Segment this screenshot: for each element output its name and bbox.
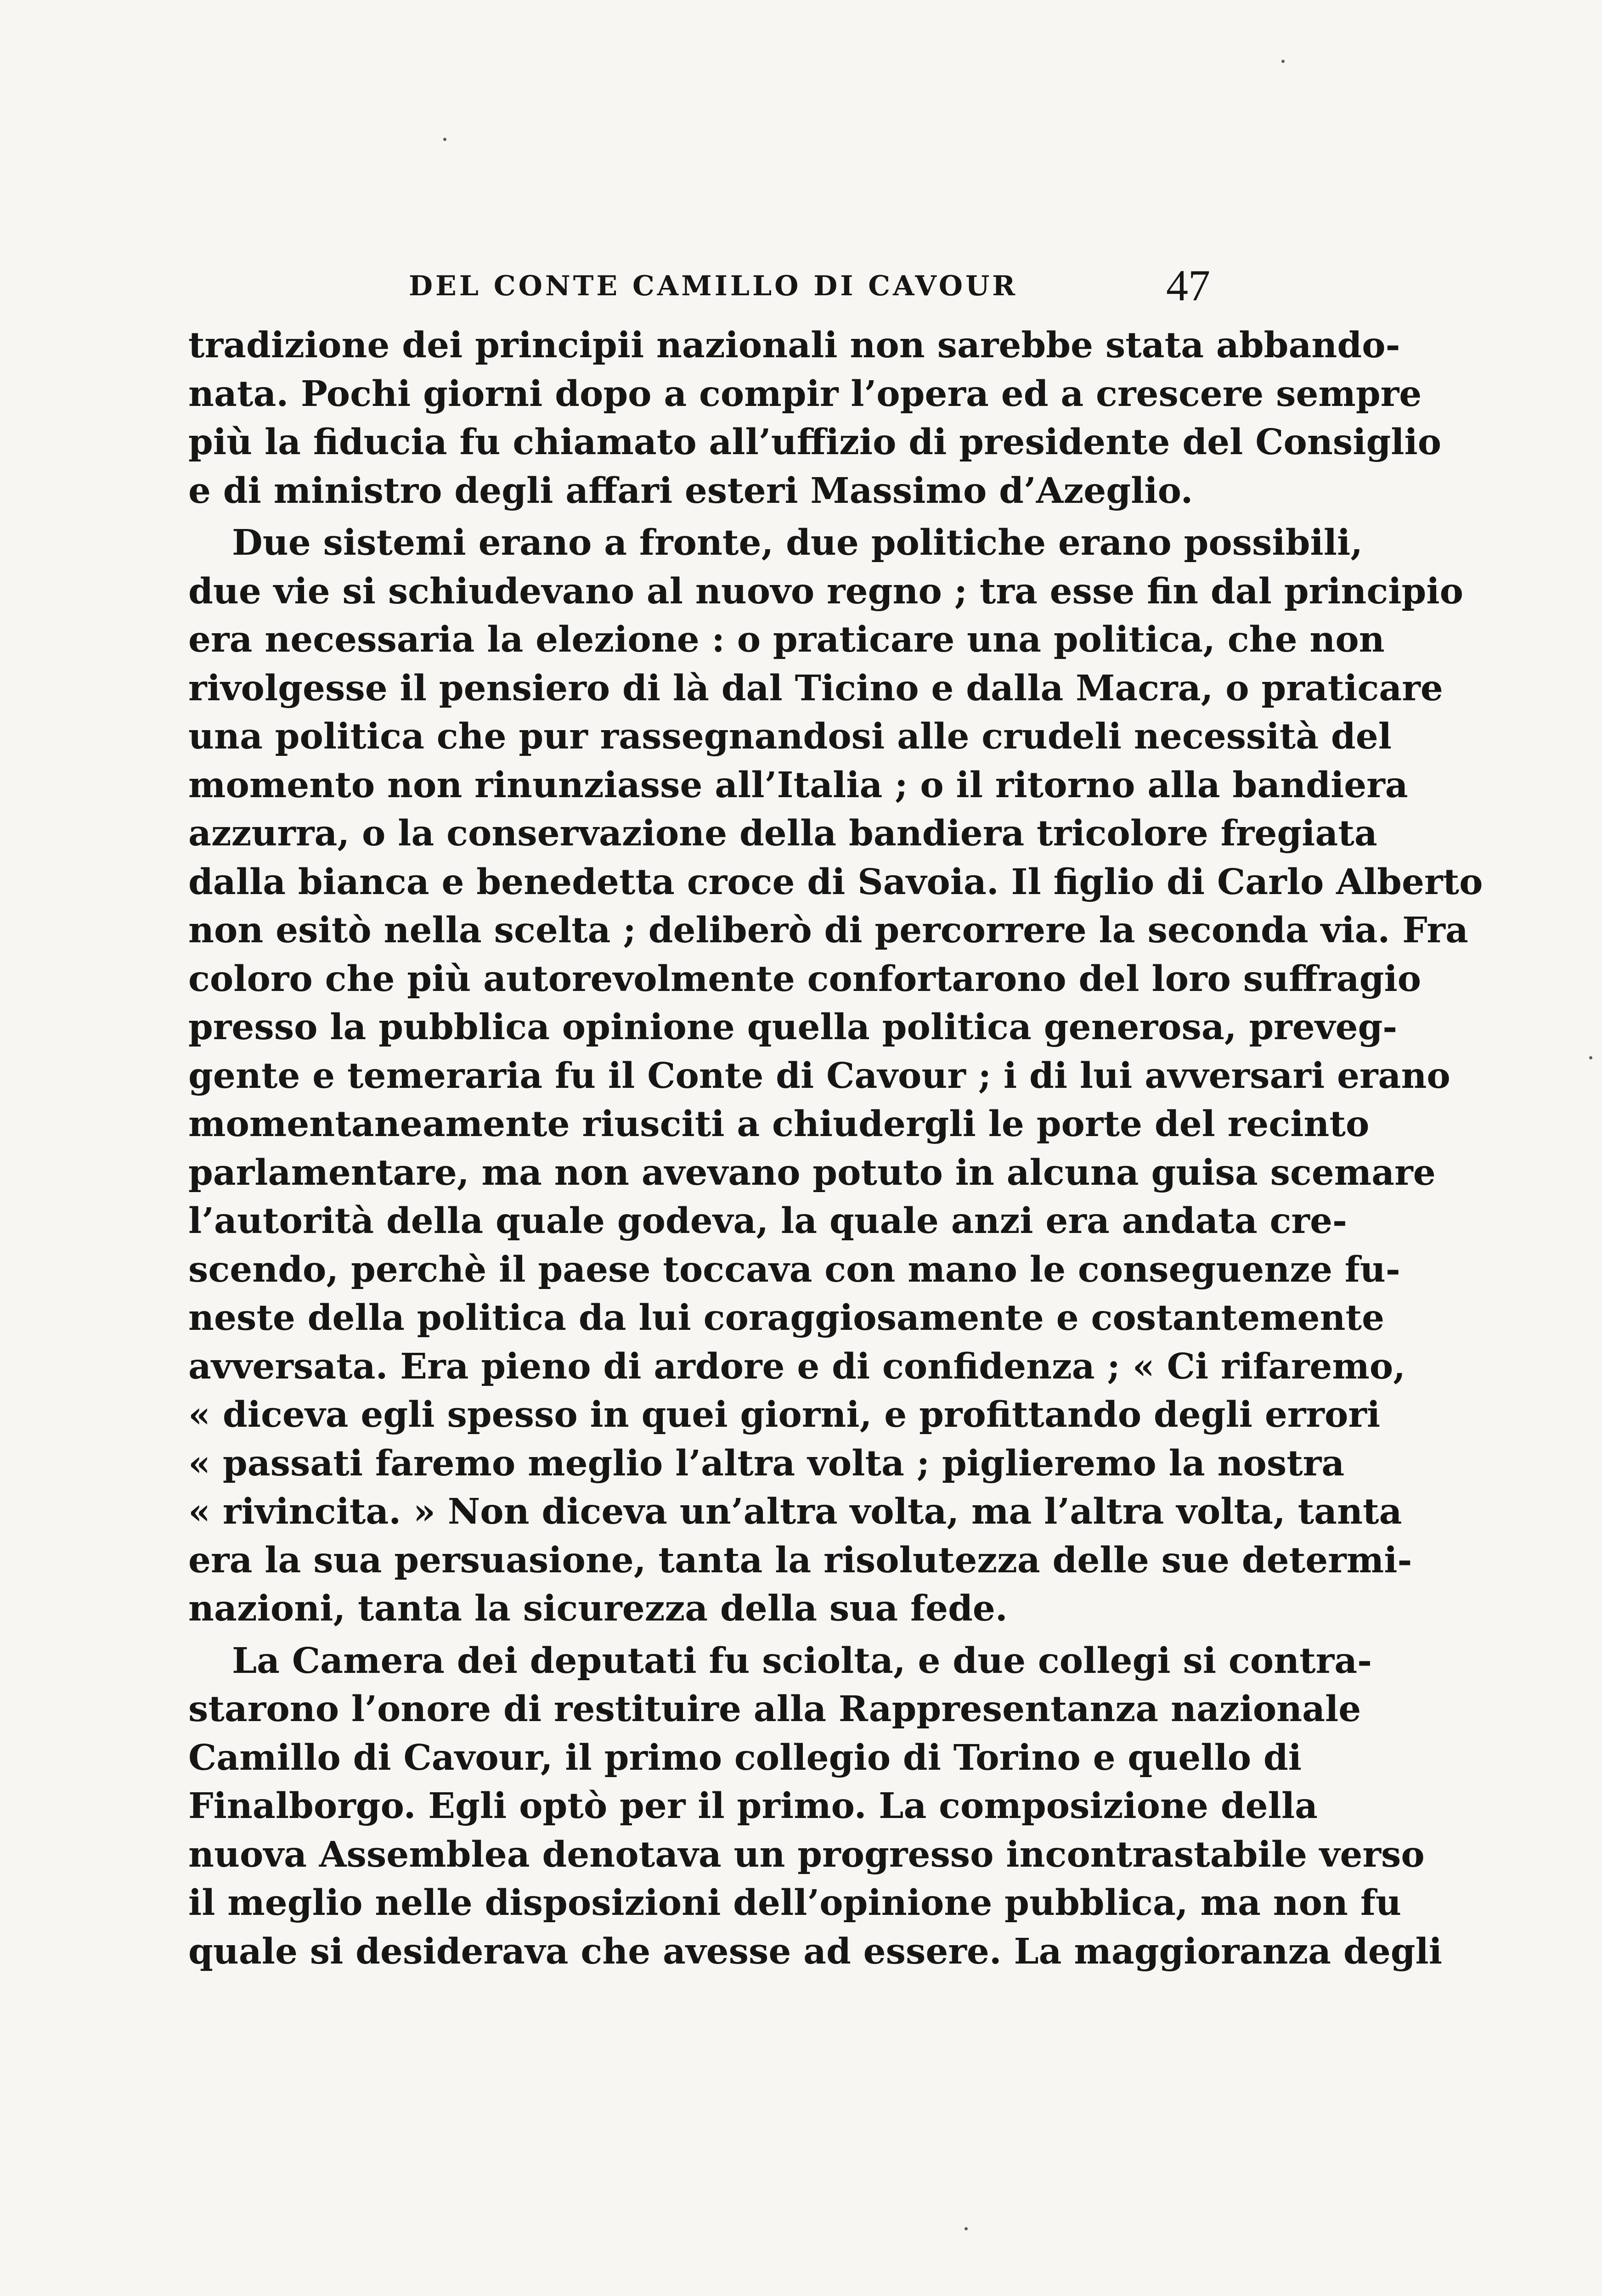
page-number: 47 xyxy=(1166,261,1210,310)
text-line: più la fiducia fu chiamato all’uffizio di presidente del Consiglio xyxy=(188,422,1442,463)
text-line: momento non rinunziasse all’Italia ; o il ritorno alla bandiera xyxy=(188,764,1408,806)
text-line: momentaneamente riusciti a chiudergli le porte del recinto xyxy=(188,1103,1370,1145)
running-head xyxy=(188,260,1210,310)
text-line: il meglio nelle disposizioni dell’opinione pubblica, ma non fu xyxy=(188,1882,1401,1924)
text-line: due vie si schiudevano al nuovo regno ; tra esse fin dal principio xyxy=(188,570,1463,612)
text-line: starono l’onore di restituire alla Rappresentanza nazionale xyxy=(188,1688,1361,1730)
text-line: Due sistemi erano a fronte, due politiche erano possibili, xyxy=(232,522,1363,563)
scan-speck xyxy=(1281,60,1285,63)
text-line: La Camera dei deputati fu sciolta, e due collegi si contra- xyxy=(232,1640,1372,1682)
text-line: non esitò nella scelta ; deliberò di percorrere la seconda via. Fra xyxy=(188,910,1468,951)
text-line: neste della politica da lui coraggiosamente e costantemente xyxy=(188,1297,1385,1339)
body-text xyxy=(188,321,1483,1976)
text-line: dalla bianca e benedetta croce di Savoia. Il figlio di Carlo Alberto xyxy=(188,861,1483,903)
text-line: nata. Pochi giorni dopo a compir l’opera ed a crescere sempre xyxy=(188,373,1422,415)
text-line: azzurra, o la conservazione della bandiera tricolore fregiata xyxy=(188,813,1377,854)
text-line: « passati faremo meglio l’altra volta ; piglieremo la nostra xyxy=(188,1442,1345,1484)
text-line: « rivincita. » Non diceva un’altra volta, ma l’altra volta, tanta xyxy=(188,1491,1402,1532)
text-line: e di ministro degli affari esteri Massimo d’Azeglio. xyxy=(188,470,1193,512)
text-line: era necessaria la elezione : o praticare una politica, che non xyxy=(188,619,1385,660)
text-line: tradizione dei principii nazionali non sarebbe stata abbando- xyxy=(188,325,1400,366)
text-line: l’autorità della quale godeva, la quale anzi era andata cre- xyxy=(188,1200,1347,1242)
text-line: nuova Assemblea denotava un progresso incontrastabile verso xyxy=(188,1834,1425,1875)
text-line: avversata. Era pieno di ardore e di confidenza ; « Ci rifaremo, xyxy=(188,1345,1406,1387)
text-line: una politica che pur rassegnandosi alle crudeli necessità del xyxy=(188,716,1392,757)
text-line: gente e temeraria fu il Conte di Cavour ; i di lui avversari erano xyxy=(188,1055,1450,1097)
text-line: parlamentare, ma non avevano potuto in alcuna guisa scemare xyxy=(188,1152,1436,1193)
scan-speck xyxy=(965,2227,968,2230)
scan-speck xyxy=(443,138,446,141)
text-line: era la sua persuasione, tanta la risolutezza delle sue determi- xyxy=(188,1539,1412,1581)
text-line: quale si desiderava che avesse ad essere. La maggioranza degli xyxy=(188,1930,1443,1972)
running-title: DEL CONTE CAMILLO DI CAVOUR xyxy=(409,270,1018,302)
text-line: rivolgesse il pensiero di là dal Ticino e dalla Macra, o praticare xyxy=(188,667,1443,709)
text-line: « diceva egli spesso in quei giorni, e profittando degli errori xyxy=(188,1394,1381,1435)
text-line: Finalborgo. Egli optò per il primo. La composizione della xyxy=(188,1785,1318,1827)
text-line: Camillo di Cavour, il primo collegio di Torino e quello di xyxy=(188,1737,1302,1778)
text-line: scendo, perchè il paese toccava con mano le conseguenze fu- xyxy=(188,1249,1400,1290)
scan-speck xyxy=(1589,1056,1592,1059)
text-line: coloro che più autorevolmente confortarono del loro suffragio xyxy=(188,958,1421,1000)
text-line: nazioni, tanta la sicurezza della sua fede. xyxy=(188,1588,1008,1629)
text-line: presso la pubblica opinione quella politica generosa, preveg- xyxy=(188,1007,1398,1048)
